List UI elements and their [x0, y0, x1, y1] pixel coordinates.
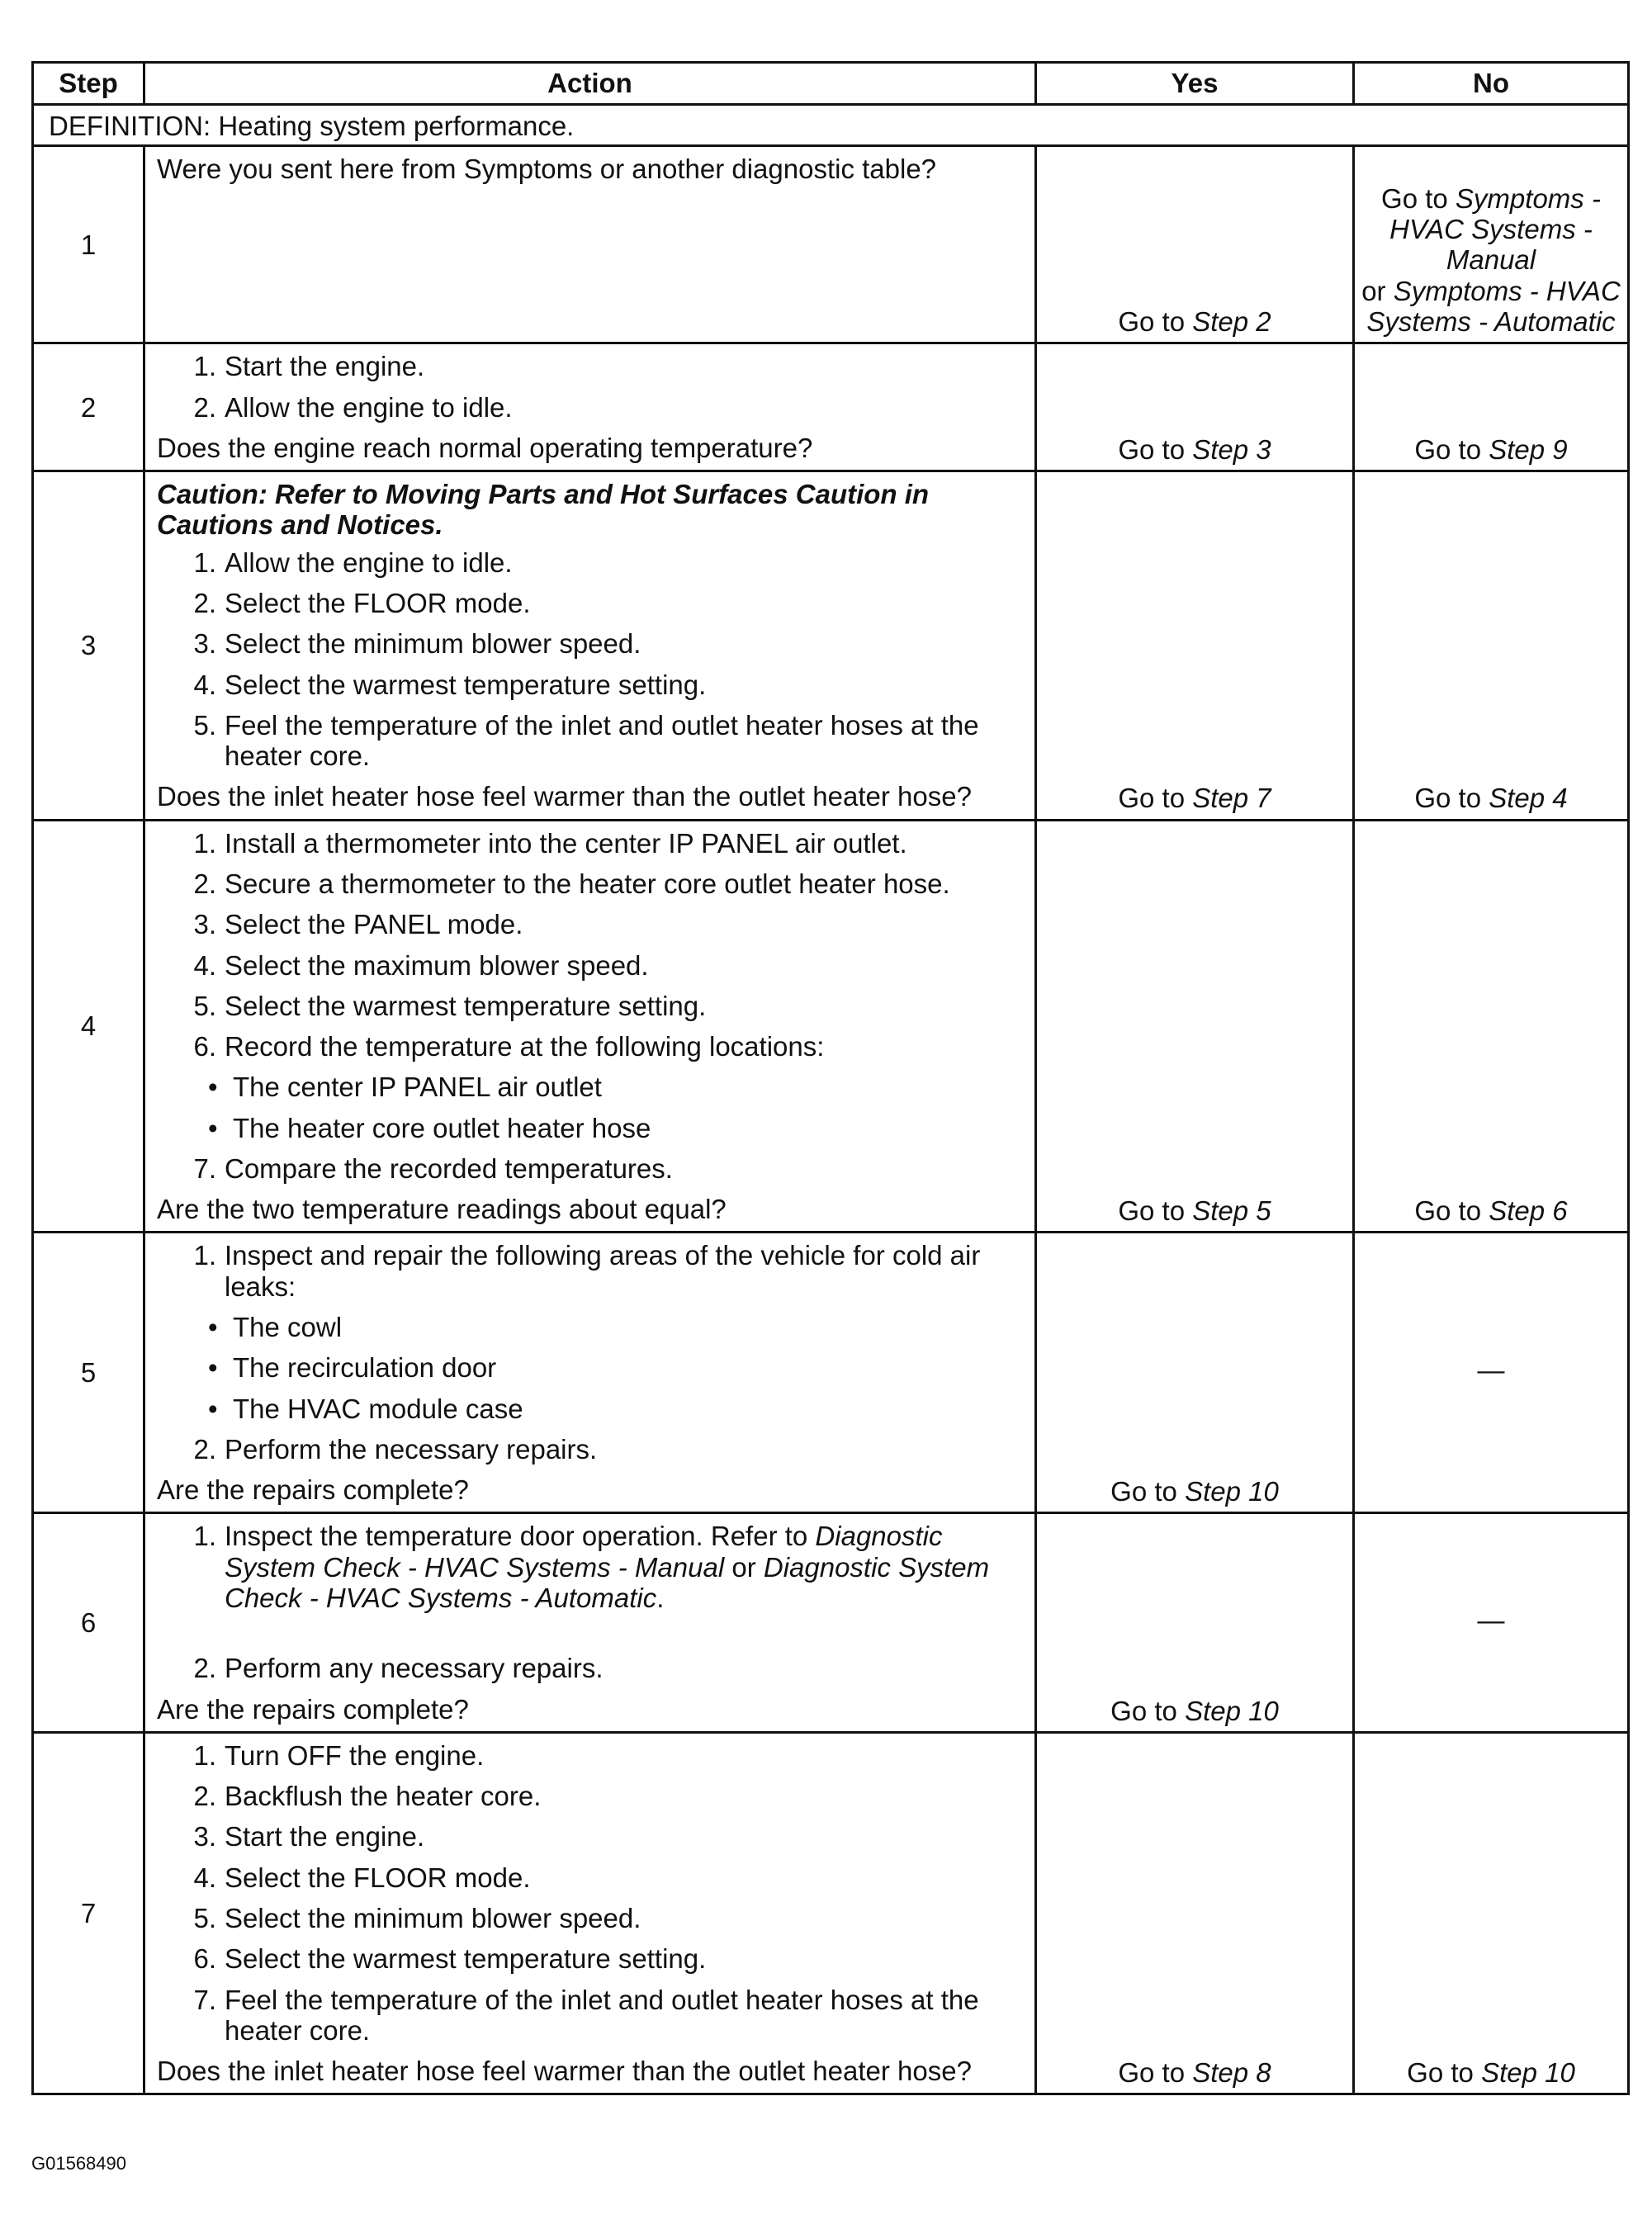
yes-prefix: Go to	[1110, 1476, 1186, 1507]
instruction-item: 2. Backflush the heater core.	[193, 1781, 542, 1812]
instruction-list	[157, 1240, 1023, 1302]
no-step-link[interactable]: Step 4	[1489, 783, 1568, 814]
step-row-2	[33, 343, 1629, 471]
header-row	[33, 63, 1629, 105]
step-row-6	[33, 1513, 1629, 1732]
yes-cell	[1036, 820, 1354, 1233]
step-number: 5	[33, 1233, 144, 1513]
instruction-list	[157, 1740, 1023, 2046]
instruction-text: Allow the engine to idle.	[225, 391, 513, 423]
manual-check-link[interactable]: Diagnostic System Check - HVAC Systems - Manual	[225, 1521, 943, 1583]
question: Does the inlet heater hose feel warmer than the outlet heater hose?	[157, 2056, 972, 2087]
no-cell	[1354, 343, 1629, 471]
bullet-text: The heater core outlet heater hose	[233, 1112, 651, 1143]
no-step-link[interactable]: Step 10	[1481, 2057, 1575, 2089]
yes-step-link[interactable]: Step 5	[1192, 1195, 1271, 1227]
instruction-item: 1. Inspect the temperature door operation. Refer to Diagnostic System Check - HVAC Systems - Manual or Diagnostic System Check - HVAC Systems - Automatic.	[193, 1521, 990, 1613]
instruction-item: 7. Compare the recorded temperatures.	[193, 1152, 673, 1184]
yes-prefix: Go to	[1118, 433, 1193, 465]
instruction-text: Select the FLOOR mode.	[225, 587, 531, 618]
question: Were you sent here from Symptoms or another diagnostic table?	[157, 154, 937, 185]
bullet-item: • The HVAC module case	[208, 1393, 523, 1424]
no-step-link[interactable]: Step 9	[1489, 433, 1568, 465]
instruction-text: Record the temperature at the following locations:	[225, 1031, 825, 1062]
action-cell	[144, 1513, 1036, 1732]
instruction-text: Select the FLOOR mode.	[225, 1862, 531, 1893]
yes-prefix: Go to	[1118, 1195, 1193, 1227]
definition-text: DEFINITION: Heating system performance.	[33, 105, 1629, 146]
header-no: No	[1354, 63, 1629, 105]
instruction-item: 4. Select the maximum blower speed.	[193, 949, 649, 981]
instruction-item: 2. Allow the engine to idle.	[193, 391, 513, 423]
instruction-item: 1. Start the engine.	[193, 351, 425, 382]
yes-cell	[1036, 343, 1354, 471]
instruction-item: 6. Select the warmest temperature setting.	[193, 1943, 707, 1975]
no-link-manual[interactable]: Symptoms - HVAC Systems - Manual	[1389, 182, 1601, 276]
instruction-list	[157, 1434, 1023, 1465]
step-number: 7	[33, 1732, 144, 2094]
yes-cell	[1036, 1513, 1354, 1732]
instruction-text: Select the maximum blower speed.	[225, 949, 649, 981]
instruction-item: 3. Select the minimum blower speed.	[193, 628, 641, 660]
instruction-list	[157, 1153, 1023, 1184]
instruction-text: Install a thermometer into the center IP PANEL air outlet.	[225, 827, 907, 859]
header-yes: Yes	[1036, 63, 1354, 105]
instruction-text: Inspect the temperature door operation. Refer to	[225, 1521, 816, 1552]
instruction-text: Feel the temperature of the inlet and outlet heater hoses at the heater core.	[225, 1984, 979, 2046]
instruction-item: 1. Turn OFF the engine.	[193, 1739, 485, 1771]
action-cell	[144, 146, 1036, 343]
instruction-or: or	[724, 1551, 764, 1583]
instruction-item: 4. Select the FLOOR mode.	[193, 1862, 531, 1893]
no-prefix: Go to	[1414, 433, 1489, 465]
instruction-item: 6. Record the temperature at the following locations:	[193, 1031, 825, 1062]
instruction-item: 1. Install a thermometer into the center IP PANEL air outlet.	[193, 827, 907, 859]
bullet-text: The center IP PANEL air outlet	[233, 1072, 602, 1103]
instruction-text: Perform the necessary repairs.	[225, 1433, 598, 1465]
bullet-item: • The cowl	[208, 1312, 343, 1343]
bullet-item: • The center IP PANEL air outlet	[208, 1072, 602, 1103]
step-number: 4	[33, 820, 144, 1233]
bullet-text: The recirculation door	[233, 1352, 497, 1384]
instruction-text: Compare the recorded temperatures.	[225, 1152, 673, 1184]
action-cell	[144, 1732, 1036, 2094]
instruction-text: Select the warmest temperature setting.	[225, 990, 707, 1021]
no-cell-dash: —	[1354, 1513, 1629, 1732]
instruction-text: Feel the temperature of the inlet and outlet heater hoses at the heater core.	[225, 709, 979, 772]
instruction-list	[157, 547, 1023, 772]
no-prefix: Go to	[1407, 2057, 1482, 2089]
instruction-item: 1. Allow the engine to idle.	[193, 547, 513, 578]
instruction-item: 2. Perform the necessary repairs.	[193, 1433, 598, 1465]
step-number: 1	[33, 146, 144, 343]
instruction-text: Select the warmest temperature setting.	[225, 1943, 707, 1975]
question: Are the repairs complete?	[157, 1693, 469, 1725]
question: Does the inlet heater hose feel warmer than the outlet heater hose?	[157, 781, 972, 812]
yes-step-link[interactable]: Step 3	[1192, 433, 1271, 465]
yes-step-link[interactable]: Step 8	[1192, 2057, 1271, 2089]
instruction-text: Secure a thermometer to the heater core outlet heater hose.	[225, 868, 950, 899]
yes-cell	[1036, 1233, 1354, 1513]
instruction-item: 7. Feel the temperature of the inlet and outlet heater hoses at the heater core.	[193, 1984, 979, 2046]
no-cell	[1354, 820, 1629, 1233]
instruction-text: Backflush the heater core.	[225, 1781, 542, 1812]
action-cell	[144, 820, 1036, 1233]
automatic-check-link[interactable]: Diagnostic System Check - HVAC Systems - Automatic	[225, 1551, 990, 1613]
instruction-item: 5. Feel the temperature of the inlet and outlet heater hoses at the heater core.	[193, 709, 979, 772]
definition-row	[33, 105, 1629, 146]
instruction-item: 2. Secure a thermometer to the heater core outlet heater hose.	[193, 868, 950, 899]
no-or: or	[1361, 275, 1394, 306]
action-cell	[144, 343, 1036, 471]
instruction-item: 5. Select the warmest temperature setting.	[193, 990, 707, 1021]
yes-step-link[interactable]: Step 10	[1185, 1695, 1279, 1726]
step-row-7	[33, 1732, 1629, 2094]
diagnostic-table-container	[31, 61, 1627, 2095]
instruction-item: 3. Select the PANEL mode.	[193, 909, 523, 940]
instruction-list	[157, 351, 1023, 423]
step-number: 3	[33, 471, 144, 821]
instruction-period: .	[656, 1583, 665, 1613]
step-row-3	[33, 471, 1629, 821]
instruction-text: Perform any necessary repairs.	[225, 1653, 604, 1684]
yes-cell	[1036, 471, 1354, 821]
instruction-text: Select the minimum blower speed.	[225, 628, 641, 660]
instruction-text: Turn OFF the engine.	[225, 1739, 485, 1771]
step-number: 2	[33, 343, 144, 471]
no-prefix: Go to	[1414, 1195, 1489, 1227]
no-cell	[1354, 1732, 1629, 2094]
action-cell	[144, 471, 1036, 821]
yes-step-link[interactable]: Step 10	[1185, 1476, 1279, 1507]
no-cell	[1354, 471, 1629, 821]
yes-prefix: Go to	[1118, 2057, 1193, 2089]
no-cell	[1354, 146, 1629, 343]
figure-id: G01568490	[31, 2153, 126, 2174]
yes-step-link[interactable]: Step 7	[1192, 783, 1271, 814]
action-cell	[144, 1233, 1036, 1513]
instruction-item: 2. Perform any necessary repairs.	[193, 1653, 604, 1684]
instruction-text: Select the minimum blower speed.	[225, 1902, 641, 1933]
instruction-item: 4. Select the warmest temperature setting.	[193, 669, 707, 700]
question: Are the repairs complete?	[157, 1474, 469, 1506]
instruction-text: Select the PANEL mode.	[225, 909, 523, 940]
bullet-text: The cowl	[233, 1312, 343, 1343]
instruction-item: 5. Select the minimum blower speed.	[193, 1902, 641, 1933]
instruction-item: 1. Inspect and repair the following areas of the vehicle for cold air leaks:	[193, 1240, 981, 1302]
instruction-text: Inspect and repair the following areas of the vehicle for cold air leaks:	[225, 1240, 981, 1302]
question: Are the two temperature readings about equal?	[157, 1194, 727, 1225]
bullet-item: • The recirculation door	[208, 1352, 497, 1384]
no-cell-dash: —	[1354, 1233, 1629, 1513]
yes-step-link[interactable]: Step 2	[1192, 306, 1271, 337]
step-row-5	[33, 1233, 1629, 1513]
instruction-list	[157, 828, 1023, 1062]
bullet-text: The HVAC module case	[233, 1393, 523, 1424]
no-prefix: Go to	[1381, 182, 1456, 214]
diagnostic-table	[31, 61, 1630, 2095]
yes-cell	[1036, 146, 1354, 343]
yes-cell	[1036, 1732, 1354, 2094]
instruction-text: Select the warmest temperature setting.	[225, 669, 707, 700]
question: Does the engine reach normal operating temperature?	[157, 432, 813, 463]
yes-prefix: Go to	[1118, 783, 1193, 814]
instruction-item: 2. Select the FLOOR mode.	[193, 587, 531, 618]
caution-note: Caution: Refer to Moving Parts and Hot Surfaces Caution in Cautions and Notices.	[157, 479, 930, 541]
instruction-text: Allow the engine to idle.	[225, 547, 513, 578]
instruction-list	[157, 1521, 1023, 1683]
yes-prefix: Go to	[1118, 306, 1193, 337]
bullet-item: • The heater core outlet heater hose	[208, 1112, 651, 1143]
instruction-item: 3. Start the engine.	[193, 1821, 425, 1853]
no-prefix: Go to	[1414, 783, 1489, 814]
step-row-1	[33, 146, 1629, 343]
step-number: 6	[33, 1513, 144, 1732]
header-action: Action	[144, 63, 1036, 105]
step-row-4	[33, 820, 1629, 1233]
yes-prefix: Go to	[1110, 1695, 1186, 1726]
instruction-text: Start the engine.	[225, 351, 425, 382]
no-link-automatic[interactable]: Symptoms - HVAC Systems - Automatic	[1366, 275, 1621, 337]
header-step: Step	[33, 63, 144, 105]
instruction-text: Start the engine.	[225, 1821, 425, 1853]
no-step-link[interactable]: Step 6	[1489, 1195, 1568, 1227]
